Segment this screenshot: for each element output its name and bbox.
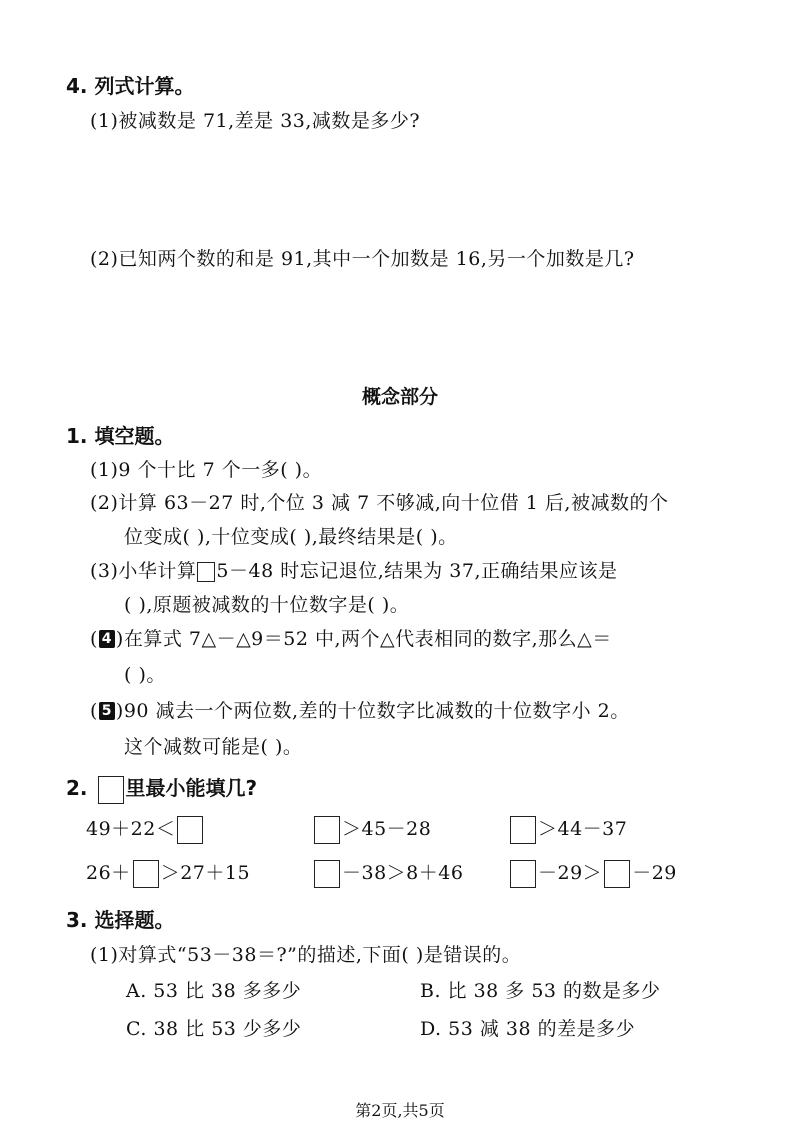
c3-heading: 3. 选择题。 (66, 908, 175, 932)
c1-line-4b: ( )。 (124, 664, 166, 686)
expr-text: 49＋22＜ (86, 818, 176, 840)
answer-box[interactable] (177, 816, 203, 844)
c2-heading (66, 772, 257, 804)
paren-open: ( (90, 700, 98, 722)
c2-expr-1a (86, 814, 205, 844)
paren-open: ( (90, 628, 98, 650)
section-title: 概念部分 (361, 386, 438, 408)
c1-line-3a (90, 556, 618, 583)
expr-text: 26＋ (86, 862, 131, 884)
expr-text: －29 (632, 862, 677, 884)
answer-box[interactable] (510, 860, 536, 888)
expr-text: －29＞ (538, 862, 603, 884)
answer-box[interactable] (604, 860, 630, 888)
answer-box[interactable] (133, 860, 159, 888)
c1-line-1: (1)9 个十比 7 个一多( )。 (90, 459, 323, 481)
answer-box-icon (98, 776, 124, 804)
c1-line-5b: 这个减数可能是( )。 (124, 736, 303, 758)
option-a[interactable]: A. 53 比 38 多多少 (126, 980, 302, 1002)
c1-line-5a-text: )90 减去一个两位数,差的十位数字比减数的十位数字小 2。 (115, 700, 630, 722)
c1-heading: 1. 填空题。 (66, 424, 175, 448)
c2-expr-2b (312, 858, 463, 888)
answer-box[interactable] (314, 860, 340, 888)
expr-text: －38＞8＋46 (342, 862, 464, 884)
option-c[interactable]: C. 38 比 53 少多少 (126, 1018, 302, 1040)
c2-expr-2c (508, 858, 677, 888)
answer-box[interactable] (314, 816, 340, 844)
c1-line-3a-pre: (3)小华计算 (90, 560, 197, 582)
c1-line-4a (90, 624, 612, 651)
number-badge-5: 5 (99, 702, 115, 720)
c1-line-3a-post: 5－48 时忘记退位,结果为 37,正确结果应该是 (216, 560, 618, 582)
answer-box[interactable] (197, 562, 215, 582)
expr-text: ＞45－28 (342, 818, 432, 840)
q4-heading: 4. 列式计算。 (66, 74, 195, 98)
page-number: 第2页,共5页 (355, 1101, 445, 1120)
q4-problem-1: (1)被减数是 71,差是 33,减数是多少? (90, 110, 421, 132)
option-b[interactable]: B. 比 38 多 53 的数是多少 (420, 980, 661, 1002)
expr-text: ＞27＋15 (160, 862, 251, 884)
c2-heading-text: 里最小能填几? (125, 776, 258, 800)
c3-question: (1)对算式“53－38＝?”的描述,下面( )是错误的。 (90, 944, 522, 966)
q4-problem-2: (2)已知两个数的和是 91,其中一个加数是 16,另一个加数是几? (90, 248, 635, 270)
c2-number: 2. (66, 776, 88, 800)
c1-line-2a: (2)计算 63－27 时,个位 3 减 7 不够减,向十位借 1 后,被减数的个 (90, 492, 669, 514)
c1-line-3b: ( ),原题被减数的十位数字是( )。 (124, 594, 410, 616)
c2-expr-1b (312, 814, 431, 844)
answer-box[interactable] (510, 816, 536, 844)
option-d[interactable]: D. 53 减 38 的差是多少 (420, 1018, 636, 1040)
c2-expr-2a (86, 858, 250, 888)
number-badge-4: 4 (99, 630, 115, 648)
expr-text: ＞44－37 (538, 818, 628, 840)
c2-expr-1c (508, 814, 627, 844)
c1-line-5a (90, 696, 630, 723)
c1-line-4a-text: )在算式 7△－△9＝52 中,两个△代表相同的数字,那么△＝ (115, 628, 612, 650)
c1-line-2b: 位变成( ),十位变成( ),最终结果是( )。 (124, 526, 458, 548)
